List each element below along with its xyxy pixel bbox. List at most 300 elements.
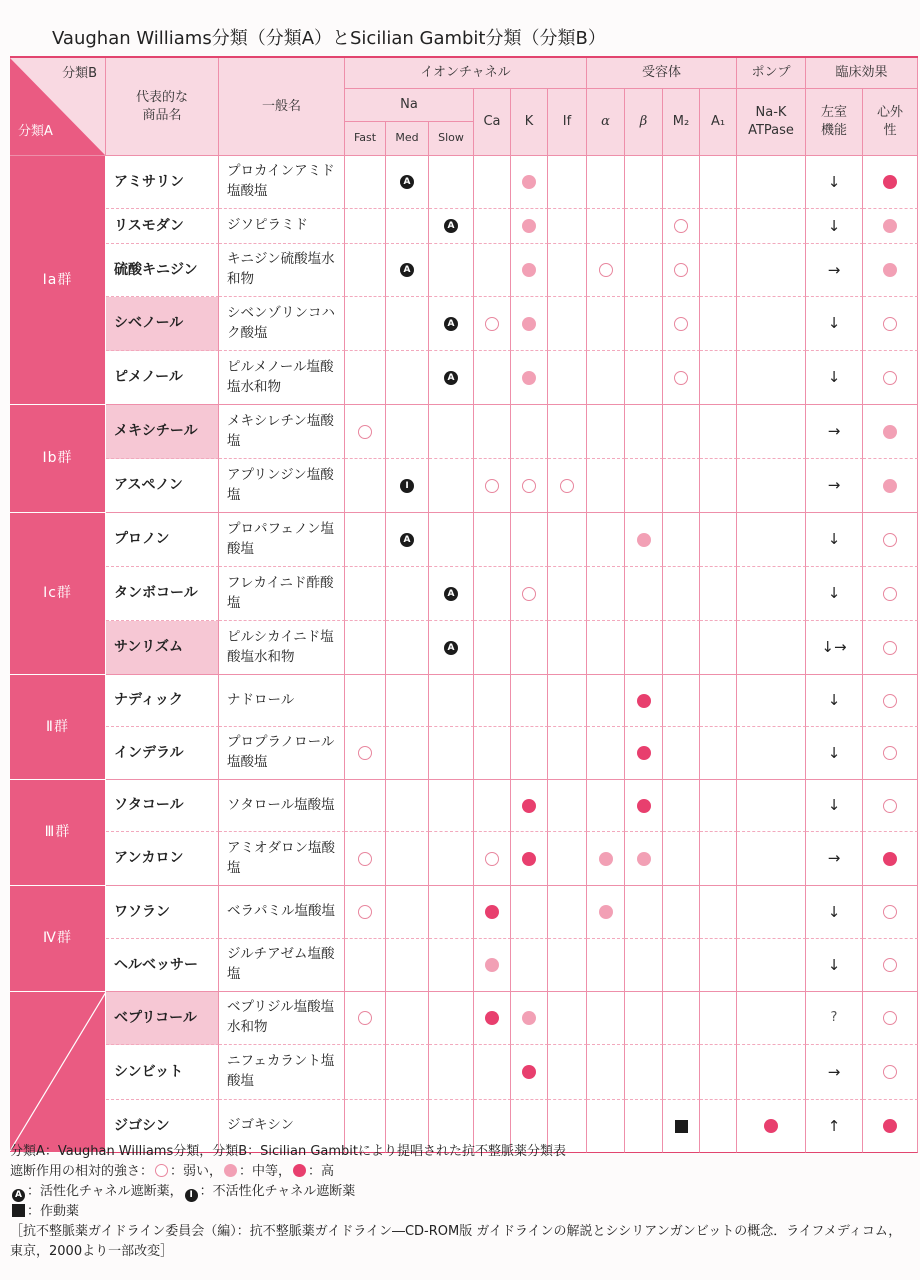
cell-fast (345, 156, 386, 209)
act-marker-icon: A (444, 219, 458, 233)
cell-beta (625, 939, 663, 992)
generic-name-cell: メキシレチン塩酸塩 (219, 405, 345, 459)
cell-alpha (587, 992, 625, 1045)
cell-alpha (587, 1045, 625, 1100)
cell-beta (625, 780, 663, 832)
generic-name-cell: ジソピラミド (219, 209, 345, 244)
cell-slow (429, 513, 474, 567)
cell-ca (474, 244, 511, 297)
lv-function-cell: ↓ (806, 727, 863, 780)
weak-marker-icon (485, 479, 499, 493)
cell-nak (737, 886, 806, 939)
cell-alpha (587, 156, 625, 209)
high-marker-icon (485, 905, 499, 919)
group-label: Ⅳ群 (10, 886, 106, 992)
act-marker-icon: A (400, 263, 414, 277)
lv-function-cell: → (806, 244, 863, 297)
mid-marker-icon (522, 1011, 536, 1025)
cell-fast (345, 297, 386, 351)
cell-slow (429, 992, 474, 1045)
extracardiac-cell (863, 209, 918, 244)
cell-fast (345, 780, 386, 832)
cell-alpha (587, 727, 625, 780)
clinical-effect-header: 臨床効果 (806, 58, 918, 89)
cell-m2 (663, 156, 700, 209)
weak-marker-icon (883, 587, 897, 601)
na-fast-header: Fast (345, 122, 386, 156)
cell-k (511, 459, 548, 513)
cell-m2 (663, 244, 700, 297)
cell-beta (625, 886, 663, 939)
cell-a1 (700, 209, 737, 244)
mid-marker-icon (599, 905, 613, 919)
cell-fast (345, 1045, 386, 1100)
class-b-label: 分類B (62, 66, 97, 81)
cell-alpha (587, 351, 625, 405)
cell-slow (429, 727, 474, 780)
cell-if (548, 459, 587, 513)
footnote-strength-legend: 遮断作用の相対的強さ： ：弱い， ：中等， ：高 (10, 1164, 335, 1179)
cell-a1 (700, 939, 737, 992)
cell-nak (737, 297, 806, 351)
cell-m2 (663, 209, 700, 244)
cell-nak (737, 209, 806, 244)
cell-fast (345, 244, 386, 297)
cell-beta (625, 727, 663, 780)
weak-marker-icon (883, 799, 897, 813)
extracardiac-cell (863, 675, 918, 727)
brand-name-cell: ジゴシン (106, 1100, 219, 1153)
act-marker-icon: A (400, 533, 414, 547)
cell-ca (474, 727, 511, 780)
cell-ca (474, 459, 511, 513)
cell-fast (345, 832, 386, 886)
generic-name-cell: プロカインアミド塩酸塩 (219, 156, 345, 209)
mid-marker-icon (522, 371, 536, 385)
cell-k (511, 244, 548, 297)
cell-a1 (700, 459, 737, 513)
cell-if (548, 297, 587, 351)
group-label-unclassified (10, 992, 106, 1153)
inactivated-channel-blocker-icon: I (185, 1189, 198, 1202)
cell-a1 (700, 1045, 737, 1100)
k-header: K (511, 89, 548, 156)
weak-marker-icon (883, 533, 897, 547)
na-slow-header: Slow (429, 122, 474, 156)
cell-med (386, 351, 429, 405)
cell-fast (345, 405, 386, 459)
lv-function-cell: ↓ (806, 939, 863, 992)
extracardiac-cell (863, 156, 918, 209)
cell-ca (474, 351, 511, 405)
cell-alpha (587, 780, 625, 832)
cell-m2 (663, 459, 700, 513)
weak-marker-icon (358, 852, 372, 866)
cell-a1 (700, 567, 737, 621)
cell-a1 (700, 405, 737, 459)
cell-ca (474, 405, 511, 459)
cell-m2 (663, 939, 700, 992)
weak-marker-icon (883, 905, 897, 919)
footnote-channel-legend: A ：活性化チャネル遮断薬， I ：不活性化チャネル遮断薬 (10, 1182, 910, 1202)
extracardiac-cell (863, 939, 918, 992)
cell-alpha (587, 513, 625, 567)
brand-name-cell: ベプリコール (106, 992, 219, 1045)
generic-name-cell: ジゴキシン (219, 1100, 345, 1153)
weak-marker-icon (883, 641, 897, 655)
weak-marker-icon (883, 958, 897, 972)
mid-marker-icon (522, 263, 536, 277)
cell-slow (429, 832, 474, 886)
cell-m2 (663, 780, 700, 832)
agonist-marker-icon (12, 1204, 25, 1217)
generic-name-cell: ナドロール (219, 675, 345, 727)
cell-slow (429, 1045, 474, 1100)
cell-a1 (700, 992, 737, 1045)
high-marker-icon (883, 175, 897, 189)
mid-marker-icon (522, 219, 536, 233)
cell-a1 (700, 886, 737, 939)
brand-name-cell: シベノール (106, 297, 219, 351)
cell-if (548, 209, 587, 244)
cell-beta (625, 459, 663, 513)
activated-channel-blocker-icon: A (12, 1189, 25, 1202)
na-k-atpase-header: Na-K ATPase (737, 89, 806, 156)
extracardiac-cell (863, 513, 918, 567)
cell-ca (474, 939, 511, 992)
cell-nak (737, 567, 806, 621)
brand-name-cell: ワソラン (106, 886, 219, 939)
cell-if (548, 351, 587, 405)
weak-marker-icon (358, 746, 372, 760)
brand-name-cell: ヘルベッサー (106, 939, 219, 992)
cell-k (511, 727, 548, 780)
generic-name-cell: ベラパミル塩酸塩 (219, 886, 345, 939)
cell-med (386, 675, 429, 727)
cell-if (548, 1045, 587, 1100)
cell-alpha (587, 886, 625, 939)
generic-name-cell: プロパフェノン塩酸塩 (219, 513, 345, 567)
cell-fast (345, 939, 386, 992)
mid-marker-icon (485, 958, 499, 972)
extracardiac-cell (863, 567, 918, 621)
high-marker-icon (522, 799, 536, 813)
extracardiac-cell (863, 992, 918, 1045)
cell-beta (625, 567, 663, 621)
beta-header: β (625, 89, 663, 156)
cell-if (548, 832, 587, 886)
lv-function-cell: ↓ (806, 297, 863, 351)
cell-alpha (587, 297, 625, 351)
weak-marker-icon (883, 1065, 897, 1079)
lv-function-cell: ↓ (806, 156, 863, 209)
cell-if (548, 675, 587, 727)
cell-beta (625, 621, 663, 675)
group-label: Ⅰa群 (10, 156, 106, 405)
mid-marker-icon (883, 219, 897, 233)
footnote-classification: 分類A：Vaughan Williams分類，分類B：Sicilian Gambitにより提唱された抗不整脈薬分類表 (10, 1144, 566, 1159)
generic-name-cell: ベプリジル塩酸塩水和物 (219, 992, 345, 1045)
lv-function-cell: → (806, 459, 863, 513)
brand-name-cell: アンカロン (106, 832, 219, 886)
cell-if (548, 886, 587, 939)
weak-marker-icon (485, 852, 499, 866)
generic-name-cell: プロプラノロール塩酸塩 (219, 727, 345, 780)
extracardiac-cell (863, 1045, 918, 1100)
high-marker-icon (764, 1119, 778, 1133)
extracardiac-cell (863, 727, 918, 780)
cell-if (548, 244, 587, 297)
weak-marker-icon (155, 1164, 168, 1177)
weak-marker-icon (522, 479, 536, 493)
high-marker-icon (637, 694, 651, 708)
high-marker-icon (883, 1119, 897, 1133)
cell-med (386, 727, 429, 780)
cell-fast (345, 567, 386, 621)
cell-if (548, 939, 587, 992)
cell-nak (737, 621, 806, 675)
cell-k (511, 675, 548, 727)
cell-alpha (587, 244, 625, 297)
cell-fast (345, 621, 386, 675)
weak-marker-icon (674, 263, 688, 277)
na-med-header: Med (386, 122, 429, 156)
brand-name-cell: 硫酸キニジン (106, 244, 219, 297)
mid-marker-icon (599, 852, 613, 866)
cell-if (548, 156, 587, 209)
weak-marker-icon (485, 317, 499, 331)
ago-marker-icon (675, 1120, 688, 1133)
weak-marker-icon (883, 694, 897, 708)
brand-name-cell: シンビット (106, 1045, 219, 1100)
brand-name-cell: アスペノン (106, 459, 219, 513)
cell-nak (737, 1045, 806, 1100)
lv-function-cell: ↓ (806, 567, 863, 621)
weak-marker-icon (883, 371, 897, 385)
cell-med (386, 567, 429, 621)
cell-fast (345, 459, 386, 513)
cell-a1 (700, 351, 737, 405)
cell-ca (474, 1045, 511, 1100)
m2-header: M₂ (663, 89, 700, 156)
lv-function-cell: → (806, 1045, 863, 1100)
class-corner-header (10, 58, 106, 156)
generic-name-cell: ピルメノール塩酸塩水和物 (219, 351, 345, 405)
cell-k (511, 992, 548, 1045)
cell-k (511, 351, 548, 405)
cell-m2 (663, 832, 700, 886)
weak-marker-icon (883, 746, 897, 760)
extracardiac-cell (863, 351, 918, 405)
cell-slow (429, 405, 474, 459)
cell-alpha (587, 675, 625, 727)
brand-name-cell: プロノン (106, 513, 219, 567)
lv-function-cell: ↓ (806, 675, 863, 727)
cell-k (511, 513, 548, 567)
weak-marker-icon (883, 317, 897, 331)
cell-m2 (663, 727, 700, 780)
weak-marker-icon (560, 479, 574, 493)
cell-med (386, 209, 429, 244)
cell-fast (345, 513, 386, 567)
lv-function-cell: ↓ (806, 351, 863, 405)
footnote-agonist-legend: ：作動薬 (10, 1202, 910, 1222)
cell-if (548, 780, 587, 832)
cell-k (511, 1045, 548, 1100)
cell-k (511, 832, 548, 886)
cell-ca (474, 621, 511, 675)
mid-marker-icon (522, 175, 536, 189)
cell-m2 (663, 992, 700, 1045)
act-marker-icon: A (444, 587, 458, 601)
diagonal-line-icon (10, 992, 106, 1151)
cell-slow (429, 886, 474, 939)
act-marker-icon: A (400, 175, 414, 189)
cell-beta (625, 405, 663, 459)
weak-marker-icon (522, 587, 536, 601)
page-title: Vaughan Williams分類（分類A）とSicilian Gambit分類（分類B） (52, 28, 606, 49)
cell-a1 (700, 621, 737, 675)
cell-a1 (700, 727, 737, 780)
cell-m2 (663, 513, 700, 567)
cell-med (386, 886, 429, 939)
mid-marker-icon (883, 263, 897, 277)
cell-ca (474, 832, 511, 886)
brand-name-header: 代表的な 商品名 (106, 58, 219, 156)
mid-marker-icon (637, 533, 651, 547)
cell-k (511, 297, 548, 351)
cell-if (548, 992, 587, 1045)
cell-ca (474, 992, 511, 1045)
inact-marker-icon: I (400, 479, 414, 493)
cell-k (511, 209, 548, 244)
brand-name-cell: サンリズム (106, 621, 219, 675)
cell-m2 (663, 405, 700, 459)
cell-beta (625, 156, 663, 209)
cell-alpha (587, 405, 625, 459)
brand-name-cell: インデラル (106, 727, 219, 780)
generic-name-cell: ニフェカラント塩酸塩 (219, 1045, 345, 1100)
cell-m2 (663, 1045, 700, 1100)
cell-beta (625, 351, 663, 405)
cell-alpha (587, 621, 625, 675)
cell-a1 (700, 675, 737, 727)
cell-ca (474, 780, 511, 832)
cell-a1 (700, 156, 737, 209)
cell-slow (429, 621, 474, 675)
weak-marker-icon (674, 317, 688, 331)
cell-if (548, 567, 587, 621)
act-marker-icon: A (444, 317, 458, 331)
lv-function-cell: ↓ (806, 209, 863, 244)
cell-beta (625, 513, 663, 567)
cell-slow (429, 351, 474, 405)
cell-a1 (700, 244, 737, 297)
generic-name-header: 一般名 (219, 58, 345, 156)
cell-slow (429, 780, 474, 832)
pump-header: ポンプ (737, 58, 806, 89)
cell-if (548, 621, 587, 675)
cell-if (548, 405, 587, 459)
cell-med (386, 1045, 429, 1100)
generic-name-cell: アミオダロン塩酸塩 (219, 832, 345, 886)
cell-slow (429, 567, 474, 621)
cell-nak (737, 832, 806, 886)
cell-nak (737, 939, 806, 992)
cell-if (548, 513, 587, 567)
cell-a1 (700, 297, 737, 351)
generic-name-cell: シベンゾリンコハク酸塩 (219, 297, 345, 351)
cell-fast (345, 675, 386, 727)
cell-med (386, 780, 429, 832)
group-label: Ⅲ群 (10, 780, 106, 886)
lv-function-cell: ↓ (806, 513, 863, 567)
cell-nak (737, 459, 806, 513)
medium-marker-icon (224, 1164, 237, 1177)
cell-med (386, 513, 429, 567)
cell-slow (429, 156, 474, 209)
cell-ca (474, 675, 511, 727)
high-marker-icon (293, 1164, 306, 1177)
cell-fast (345, 209, 386, 244)
cell-a1 (700, 780, 737, 832)
extracardiac-cell (863, 780, 918, 832)
ion-channel-header: イオンチャネル (345, 58, 587, 89)
high-marker-icon (637, 799, 651, 813)
mid-marker-icon (883, 425, 897, 439)
mid-marker-icon (522, 317, 536, 331)
cell-med (386, 156, 429, 209)
lv-function-header: 左室 機能 (806, 89, 863, 156)
cell-nak (737, 513, 806, 567)
receptor-header: 受容体 (587, 58, 737, 89)
cell-beta (625, 297, 663, 351)
cell-nak (737, 675, 806, 727)
lv-function-cell: ↓ (806, 886, 863, 939)
act-marker-icon: A (444, 371, 458, 385)
generic-name-cell: キニジン硫酸塩水和物 (219, 244, 345, 297)
cell-slow (429, 459, 474, 513)
lv-function-cell: ↑ (806, 1100, 863, 1153)
cell-ca (474, 567, 511, 621)
group-label: Ⅰb群 (10, 405, 106, 513)
extracardiac-header: 心外 性 (863, 89, 918, 156)
cell-med (386, 297, 429, 351)
cell-nak (737, 405, 806, 459)
weak-marker-icon (883, 1011, 897, 1025)
cell-k (511, 405, 548, 459)
cell-slow (429, 675, 474, 727)
cell-fast (345, 886, 386, 939)
cell-alpha (587, 939, 625, 992)
weak-marker-icon (674, 371, 688, 385)
if-header: If (548, 89, 587, 156)
lv-function-cell: → (806, 832, 863, 886)
high-marker-icon (522, 852, 536, 866)
weak-marker-icon (358, 1011, 372, 1025)
cell-m2 (663, 886, 700, 939)
cell-a1 (700, 832, 737, 886)
cell-k (511, 567, 548, 621)
cell-beta (625, 244, 663, 297)
cell-fast (345, 351, 386, 405)
extracardiac-cell (863, 832, 918, 886)
mid-marker-icon (637, 852, 651, 866)
cell-k (511, 939, 548, 992)
cell-beta (625, 1045, 663, 1100)
cell-beta (625, 832, 663, 886)
high-marker-icon (883, 852, 897, 866)
